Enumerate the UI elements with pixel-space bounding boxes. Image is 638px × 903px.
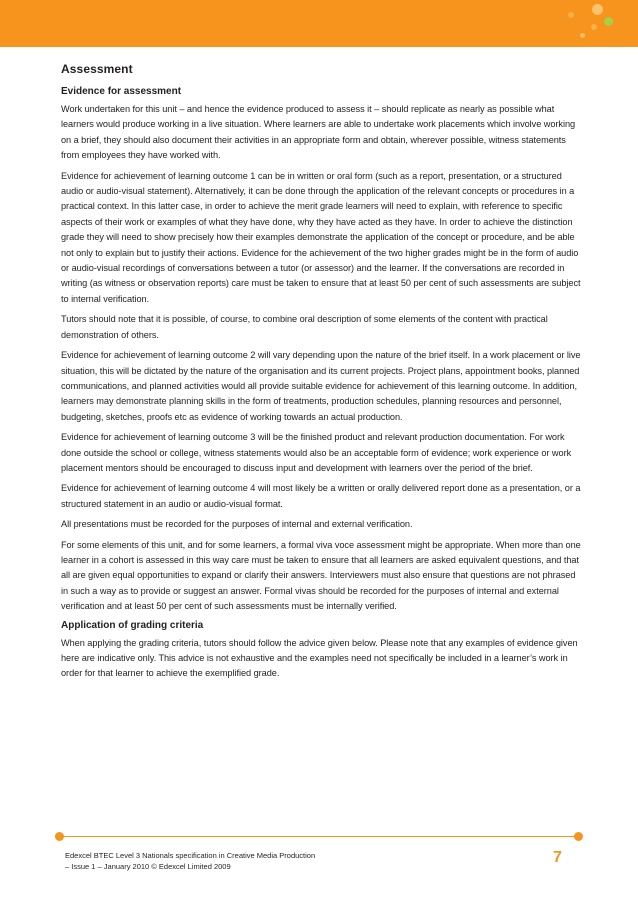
paragraph: Evidence for achievement of learning outcome 1 can be in written or oral form (such as a report, presentation, or a structured audio or audio-visual statement). Alternatively, it can be done through the application of the relevant concepts or procedures in a practical context. In this latter case, in order to achieve the merit grade learners will need to explain, with reference to specific aspects of their work or examples of what they have done, why they have acted as they have. In order to achieve the distinction grade they will need to show precisely how their examples demonstrate the application of the concept or procedure, and be able not only to explain but to justify their actions. Evidence for the achievement of the two higher grades might be in the form of audio or audio-visual recordings of conversations between a tutor (or assessor) and the learner. If the conversations are recorded in writing (as witness or observation reports) care must be taken to ensure that at least 50 per cent of such assessments are subject to internal verification. — [61, 170, 581, 304]
grading-heading: Application of grading criteria — [61, 619, 204, 631]
footer-divider — [59, 836, 579, 837]
paragraph: All presentations must be recorded for the purposes of internal and external verification. — [61, 519, 413, 530]
decorative-dot — [580, 33, 585, 38]
decorative-dot — [591, 24, 597, 30]
evidence-heading: Evidence for assessment — [61, 86, 182, 97]
main-content — [61, 62, 581, 687]
footer-dot — [574, 832, 583, 841]
paragraph: Tutors should note that it is possible, of course, to combine oral description of some elements of the content with practical demonstration of others. — [61, 314, 548, 340]
paragraph: Evidence for achievement of learning outcome 3 will be the finished product and relevant production documentation. For work done outside the school or college, witness statements would also be an acceptable form of evidence; work experience or work placement mentors should be encouraged to discuss input and development with learners over the period of the brief. — [61, 432, 572, 473]
paragraph: For some elements of this unit, and for some learners, a formal viva voce assessment might be appropriate. When more than one learner in a cohort is assessed in this way care must be taken to ensure that all learners are asked equivalent questions, and that all are given equal opportunities to expand or clarify their answers. Interviewers must also ensure that questions are not phrased in such a way as to provide or suggest an answer. Formal vivas should be recorded for the purposes of internal and external verification and at least 50 per cent of such assessments must be internally verified. — [61, 539, 581, 612]
paragraph: Evidence for achievement of learning outcome 4 will most likely be a written or orally delivered report done as a presentation, or a structured statement in an audio or audio-visual format. — [61, 483, 581, 509]
header-bar — [0, 0, 638, 47]
grading-paragraph: When applying the grading criteria, tutors should follow the advice given below. Please note that any examples of evidence given here are indicative only. This advice is not exhaustive and the examples need not specifically be included in a learner’s work in order for that learner to achieve the exemplified grade. — [61, 637, 578, 679]
decorative-dot — [604, 17, 613, 26]
footer-line-1: Edexcel BTEC Level 3 Nationals specification in Creative Media Production — [65, 851, 316, 860]
footer-line-2: – Issue 1 – January 2010 © Edexcel Limited 2009 — [65, 862, 231, 871]
decorative-dot — [568, 12, 574, 18]
page-number: 7 — [553, 849, 562, 866]
section-title: Assessment — [61, 62, 133, 76]
paragraph: Evidence for achievement of learning outcome 2 will vary depending upon the nature of the brief itself. In a work placement or live situation, this will be dictated by the nature of the organisation and its current projects. Project plans, appointment books, planned communications, and planned activities would all provide suitable evidence for achievement of this learning outcome. In addition, learners may demonstrate planning skills in the form of treatments, production schedules, planning resources and personnel, budgeting, sketches, proofs etc as evidence of working towards an actual production. — [61, 350, 581, 422]
footer-dot — [55, 832, 64, 841]
decorative-dot — [592, 4, 603, 15]
footer-citation — [65, 850, 405, 872]
paragraph: Work undertaken for this unit – and hence the evidence produced to assess it – should replicate as nearly as possible what learners would produce working in a live situation. Where learners are able to undertake work placements which involve working on a brief, they should also document their activities in an appropriate form and obtain, wherever possible, witness statements from employees they have worked with. — [61, 104, 576, 161]
